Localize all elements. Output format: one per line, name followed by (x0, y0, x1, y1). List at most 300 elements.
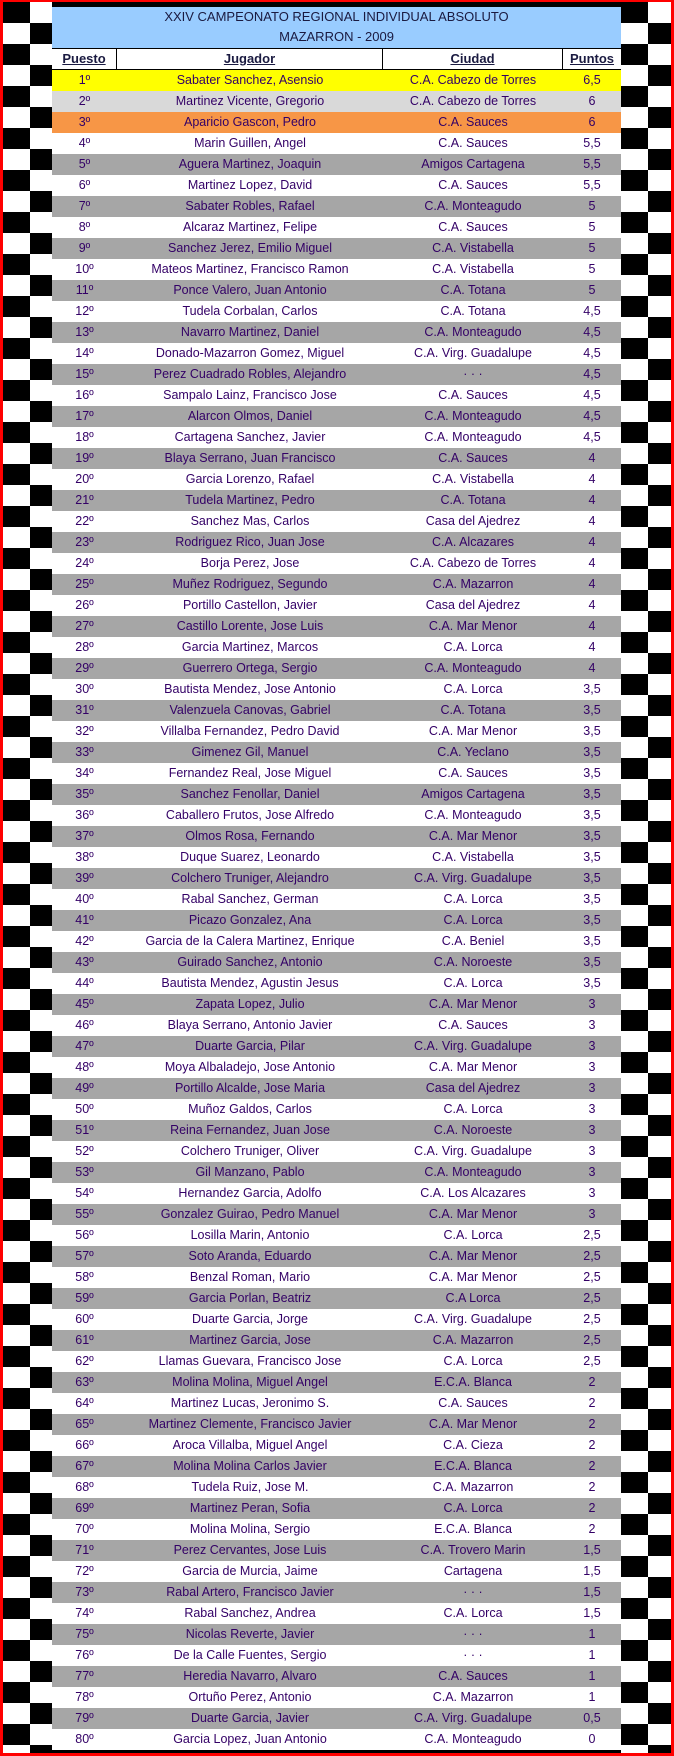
position-cell: 18º (75, 430, 94, 444)
city-cell: C.A. Virg. Guadalupe (414, 1144, 532, 1158)
points-cell: 5,5 (583, 178, 601, 192)
points-cell: 0,5 (583, 1711, 601, 1725)
position-cell: 31º (75, 703, 94, 717)
player-cell: Tudela Ruiz, Jose M. (191, 1480, 309, 1494)
table-row (52, 1645, 621, 1666)
city-cell: C.A. Virg. Guadalupe (414, 1039, 532, 1053)
table-row (52, 595, 621, 616)
points-cell: 5,5 (583, 136, 601, 150)
table-row (52, 1015, 621, 1036)
points-cell: 6 (588, 115, 596, 129)
points-cell: 3,5 (583, 682, 601, 696)
city-cell: E.C.A. Blanca (434, 1459, 512, 1473)
position-cell: 44º (75, 976, 94, 990)
points-cell: 1,5 (583, 1585, 601, 1599)
position-cell: 8º (78, 220, 91, 234)
city-cell: C.A. Alcazares (432, 535, 514, 549)
checkerboard-border-left-inner (30, 2, 52, 1753)
player-cell: Molina Molina, Miguel Angel (172, 1375, 328, 1389)
table-row (52, 1708, 621, 1729)
points-cell: 5,5 (583, 157, 601, 171)
city-cell: C.A. Lorca (443, 1102, 503, 1116)
position-cell: 41º (75, 913, 94, 927)
player-cell: Portillo Alcalde, Jose Maria (174, 1081, 326, 1095)
points-cell: 4 (588, 577, 596, 591)
position-cell: 12º (75, 304, 94, 318)
player-cell: Garcia Lorenzo, Rafael (185, 472, 315, 486)
player-cell: Duque Suarez, Leonardo (180, 850, 320, 864)
table-row (52, 1393, 621, 1414)
points-cell: 4 (588, 619, 596, 633)
position-cell: 74º (75, 1606, 94, 1620)
city-cell: C.A. Totana (440, 283, 506, 297)
points-cell: 3,5 (583, 871, 601, 885)
points-cell: 4 (588, 493, 596, 507)
position-cell: 43º (75, 955, 94, 969)
position-cell: 29º (75, 661, 94, 675)
player-cell: Alcaraz Martinez, Felipe (182, 220, 318, 234)
table-row (52, 805, 621, 826)
position-cell: 45º (75, 997, 94, 1011)
city-cell: C.A. Vistabella (432, 241, 514, 255)
player-cell: Duarte Garcia, Jorge (191, 1312, 309, 1326)
position-cell: 50º (75, 1102, 94, 1116)
player-cell: Heredia Navarro, Alvaro (183, 1669, 317, 1683)
player-cell: Martinez Lucas, Jeronimo S. (170, 1396, 330, 1410)
player-cell: Cartagena Sanchez, Javier (174, 430, 326, 444)
position-cell: 61º (75, 1333, 94, 1347)
points-cell: 3 (588, 1207, 596, 1221)
player-cell: Ortuño Perez, Antonio (188, 1690, 312, 1704)
table-row (52, 1666, 621, 1687)
table-row (52, 952, 621, 973)
city-cell: C.A. Lorca (443, 640, 503, 654)
position-cell: 68º (75, 1480, 94, 1494)
city-cell: C.A Lorca (445, 1291, 501, 1305)
table-row (52, 1372, 621, 1393)
city-cell: C.A. Monteagudo (424, 409, 522, 423)
points-cell: 4 (588, 472, 596, 486)
table-row (52, 343, 621, 364)
player-cell: Blaya Serrano, Juan Francisco (164, 451, 336, 465)
player-cell: Rabal Sanchez, Andrea (184, 1606, 316, 1620)
player-cell: De la Calle Fuentes, Sergio (173, 1648, 327, 1662)
table-title (52, 7, 621, 49)
position-cell: 14º (75, 346, 94, 360)
points-cell: 5 (588, 283, 596, 297)
city-cell: C.A. Lorca (443, 1501, 503, 1515)
table-row (52, 1687, 621, 1708)
points-cell: 3 (588, 1186, 596, 1200)
table-row (52, 1498, 621, 1519)
player-cell: Olmos Rosa, Fernando (185, 829, 315, 843)
table-row (52, 1729, 621, 1750)
city-cell: C.A. Cabezo de Torres (409, 556, 537, 570)
position-cell: 35º (75, 787, 94, 801)
position-cell: 52º (75, 1144, 94, 1158)
player-cell: Valenzuela Canovas, Gabriel (169, 703, 331, 717)
city-cell: C.A. Mar Menor (428, 1207, 518, 1221)
city-cell: C.A. Monteagudo (424, 1732, 522, 1746)
points-cell: 4,5 (583, 325, 601, 339)
table-row (52, 364, 621, 385)
position-cell: 71º (75, 1543, 94, 1557)
table-row (52, 784, 621, 805)
points-cell: 0 (588, 1732, 596, 1746)
position-cell: 17º (75, 409, 94, 423)
table-row (52, 133, 621, 154)
points-cell: 4,5 (583, 304, 601, 318)
position-cell: 51º (75, 1123, 94, 1137)
position-cell: 46º (75, 1018, 94, 1032)
points-cell: 2,5 (583, 1291, 601, 1305)
position-cell: 78º (75, 1690, 94, 1704)
player-cell: Tudela Corbalan, Carlos (182, 304, 318, 318)
player-cell: Garcia de Murcia, Jaime (182, 1564, 318, 1578)
points-cell: 5 (588, 220, 596, 234)
player-cell: Sanchez Mas, Carlos (190, 514, 310, 528)
position-cell: 65º (75, 1417, 94, 1431)
player-cell: Aguera Martinez, Joaquin (178, 157, 322, 171)
position-cell: 69º (75, 1501, 94, 1515)
city-cell: Casa del Ajedrez (425, 1081, 521, 1095)
city-cell: C.A. Mazarron (432, 1690, 514, 1704)
player-cell: Gil Manzano, Pablo (195, 1165, 305, 1179)
position-cell: 40º (75, 892, 94, 906)
city-cell: C.A. Vistabella (432, 472, 514, 486)
table-row (52, 1561, 621, 1582)
position-cell: 67º (75, 1459, 94, 1473)
table-row (52, 1603, 621, 1624)
points-cell: 2 (588, 1375, 596, 1389)
table-row (52, 1204, 621, 1225)
table-row (52, 1288, 621, 1309)
city-cell: C.A. Virg. Guadalupe (414, 871, 532, 885)
points-cell: 3,5 (583, 934, 601, 948)
city-cell: C.A. Monteagudo (424, 808, 522, 822)
player-cell: Soto Aranda, Eduardo (188, 1249, 312, 1263)
table-row (52, 301, 621, 322)
points-cell: 2 (588, 1396, 596, 1410)
player-cell: Castillo Lorente, Jose Luis (176, 619, 324, 633)
position-cell: 24º (75, 556, 94, 570)
table-row (52, 1120, 621, 1141)
points-cell: 1 (588, 1669, 596, 1683)
points-cell: 3,5 (583, 850, 601, 864)
city-cell: E.C.A. Blanca (434, 1522, 512, 1536)
city-cell: C.A. Mar Menor (428, 997, 518, 1011)
city-cell: · · · (463, 367, 483, 381)
player-cell: Borja Perez, Jose (200, 556, 300, 570)
city-cell: C.A. Sauces (438, 451, 508, 465)
table-row (52, 1435, 621, 1456)
player-cell: Portillo Castellon, Javier (182, 598, 318, 612)
position-cell: 58º (75, 1270, 94, 1284)
player-cell: Marin Guillen, Angel (194, 136, 306, 150)
city-cell: C.A. Sauces (438, 1396, 508, 1410)
points-cell: 1,5 (583, 1564, 601, 1578)
points-cell: 2 (588, 1501, 596, 1515)
city-cell: C.A. Totana (440, 304, 506, 318)
header-position: Puesto (52, 49, 117, 69)
player-cell: Garcia Porlan, Beatriz (188, 1291, 312, 1305)
city-cell: C.A. Lorca (443, 682, 503, 696)
points-cell: 3,5 (583, 787, 601, 801)
points-cell: 4 (588, 535, 596, 549)
player-cell: Martinez Lopez, David (187, 178, 313, 192)
position-cell: 57º (75, 1249, 94, 1263)
player-cell: Garcia Martinez, Marcos (181, 640, 319, 654)
points-cell: 5 (588, 199, 596, 213)
city-cell: C.A. Monteagudo (424, 1165, 522, 1179)
city-cell: · · · (463, 1648, 483, 1662)
position-cell: 23º (75, 535, 94, 549)
title-line-1: XXIV CAMPEONATO REGIONAL INDIVIDUAL ABSOLUTO (164, 9, 509, 24)
position-cell: 66º (75, 1438, 94, 1452)
player-cell: Garcia Lopez, Juan Antonio (173, 1732, 327, 1746)
city-cell: C.A. Virg. Guadalupe (414, 346, 532, 360)
city-cell: C.A. Monteagudo (424, 661, 522, 675)
city-cell: C.A. Lorca (443, 1228, 503, 1242)
points-cell: 1 (588, 1648, 596, 1662)
table-row (52, 721, 621, 742)
position-cell: 27º (75, 619, 94, 633)
player-cell: Duarte Garcia, Javier (190, 1711, 310, 1725)
points-cell: 2,5 (583, 1354, 601, 1368)
city-cell: C.A. Monteagudo (424, 430, 522, 444)
position-cell: 32º (75, 724, 94, 738)
city-cell: C.A. Lorca (443, 1354, 503, 1368)
header-points: Puntos (569, 51, 615, 66)
points-cell: 2,5 (583, 1228, 601, 1242)
table-row (52, 1456, 621, 1477)
city-cell: C.A. Lorca (443, 892, 503, 906)
position-cell: 62º (75, 1354, 94, 1368)
player-cell: Molina Molina Carlos Javier (173, 1459, 327, 1473)
position-cell: 59º (75, 1291, 94, 1305)
table-row (52, 280, 621, 301)
player-cell: Hernandez Garcia, Adolfo (178, 1186, 322, 1200)
player-cell: Rabal Sanchez, German (181, 892, 319, 906)
table-row (52, 322, 621, 343)
points-cell: 3 (588, 1123, 596, 1137)
points-cell: 4 (588, 451, 596, 465)
points-cell: 3 (588, 1018, 596, 1032)
table-row (52, 1162, 621, 1183)
city-cell: · · · (463, 1627, 483, 1641)
table-row (52, 427, 621, 448)
position-cell: 6º (78, 178, 91, 192)
position-cell: 72º (75, 1564, 94, 1578)
position-cell: 2º (78, 94, 91, 108)
table-row (52, 994, 621, 1015)
player-cell: Caballero Frutos, Jose Alfredo (165, 808, 335, 822)
city-cell: C.A. Mar Menor (428, 724, 518, 738)
checkerboard-border-right-outer (648, 2, 671, 1753)
position-cell: 10º (75, 262, 94, 276)
table-row (52, 658, 621, 679)
player-cell: Guerrero Ortega, Sergio (182, 661, 318, 675)
player-cell: Perez Cuadrado Robles, Alejandro (153, 367, 347, 381)
table-row (52, 511, 621, 532)
player-cell: Fernandez Real, Jose Miguel (168, 766, 332, 780)
city-cell: C.A. Noroeste (433, 1123, 513, 1137)
city-cell: C.A. Mar Menor (428, 1060, 518, 1074)
city-cell: C.A. Mazarron (432, 1333, 514, 1347)
position-cell: 4º (78, 136, 91, 150)
position-cell: 16º (75, 388, 94, 402)
player-cell: Muñez Rodriguez, Segundo (172, 577, 328, 591)
points-cell: 4 (588, 556, 596, 570)
city-cell: C.A. Sauces (438, 388, 508, 402)
position-cell: 63º (75, 1375, 94, 1389)
city-cell: C.A. Sauces (438, 115, 508, 129)
city-cell: C.A. Cieza (443, 1438, 503, 1452)
position-cell: 28º (75, 640, 94, 654)
position-cell: 30º (75, 682, 94, 696)
position-cell: 5º (78, 157, 91, 171)
checkerboard-border-left-outer (3, 2, 30, 1753)
city-cell: Cartagena (443, 1564, 503, 1578)
points-cell: 1 (588, 1690, 596, 1704)
city-cell: E.C.A. Blanca (434, 1375, 512, 1389)
table-row (52, 679, 621, 700)
city-cell: C.A. Vistabella (432, 850, 514, 864)
points-cell: 1,5 (583, 1606, 601, 1620)
city-cell: C.A. Sauces (438, 1669, 508, 1683)
player-cell: Martinez Clemente, Francisco Javier (148, 1417, 352, 1431)
player-cell: Rabal Artero, Francisco Javier (166, 1585, 334, 1599)
position-cell: 49º (75, 1081, 94, 1095)
city-cell: C.A. Lorca (443, 1606, 503, 1620)
points-cell: 2,5 (583, 1333, 601, 1347)
position-cell: 34º (75, 766, 94, 780)
points-cell: 2,5 (583, 1312, 601, 1326)
table-row (52, 616, 621, 637)
position-cell: 53º (75, 1165, 94, 1179)
position-cell: 21º (75, 493, 94, 507)
city-cell: Amigos Cartagena (421, 787, 525, 801)
points-cell: 3,5 (583, 808, 601, 822)
city-cell: C.A. Monteagudo (424, 199, 522, 213)
position-cell: 25º (75, 577, 94, 591)
position-cell: 73º (75, 1585, 94, 1599)
position-cell: 48º (75, 1060, 94, 1074)
player-cell: Sabater Sanchez, Asensio (176, 73, 324, 87)
points-cell: 4,5 (583, 388, 601, 402)
city-cell: C.A. Virg. Guadalupe (414, 1711, 532, 1725)
position-cell: 37º (75, 829, 94, 843)
table-row (52, 1267, 621, 1288)
points-cell: 3 (588, 1165, 596, 1179)
table-row (52, 196, 621, 217)
points-cell: 1 (588, 1627, 596, 1641)
table-row (52, 973, 621, 994)
player-cell: Sabater Robles, Rafael (185, 199, 315, 213)
table-row (52, 637, 621, 658)
table-row (52, 1057, 621, 1078)
position-cell: 47º (75, 1039, 94, 1053)
position-cell: 39º (75, 871, 94, 885)
table-row (52, 70, 621, 91)
header-player: Jugador (117, 49, 383, 69)
table-row (52, 385, 621, 406)
points-cell: 4,5 (583, 409, 601, 423)
position-cell: 64º (75, 1396, 94, 1410)
points-cell: 2,5 (583, 1270, 601, 1284)
points-cell: 2 (588, 1480, 596, 1494)
checkerboard-border-right-inner (621, 2, 648, 1753)
city-cell: C.A. Cabezo de Torres (409, 73, 537, 87)
points-cell: 3 (588, 1081, 596, 1095)
table-row (52, 406, 621, 427)
table-row (52, 931, 621, 952)
table-row (52, 217, 621, 238)
points-cell: 3,5 (583, 913, 601, 927)
title-line-2: MAZARRON - 2009 (279, 29, 394, 44)
player-cell: Tudela Martinez, Pedro (185, 493, 315, 507)
position-cell: 19º (75, 451, 94, 465)
table-row (52, 112, 621, 133)
player-cell: Sampalo Lainz, Francisco Jose (163, 388, 337, 402)
player-cell: Guirado Sanchez, Antonio (177, 955, 323, 969)
player-cell: Gimenez Gil, Manuel (191, 745, 309, 759)
player-cell: Perez Cervantes, Jose Luis (173, 1543, 327, 1557)
player-cell: Reina Fernandez, Juan Jose (170, 1123, 330, 1137)
table-row (52, 1351, 621, 1372)
player-cell: Gonzalez Guirao, Pedro Manuel (160, 1207, 340, 1221)
table-row (52, 238, 621, 259)
table-row (52, 700, 621, 721)
points-cell: 5 (588, 241, 596, 255)
player-cell: Benzal Roman, Mario (189, 1270, 311, 1284)
player-cell: Blaya Serrano, Antonio Javier (167, 1018, 333, 1032)
player-cell: Villalba Fernandez, Pedro David (160, 724, 340, 738)
table-row (52, 1078, 621, 1099)
position-cell: 79º (75, 1711, 94, 1725)
position-cell: 36º (75, 808, 94, 822)
city-cell: C.A. Beniel (441, 934, 505, 948)
position-cell: 56º (75, 1228, 94, 1242)
table-row (52, 1624, 621, 1645)
points-cell: 3,5 (583, 892, 601, 906)
city-cell: C.A. Totana (440, 703, 506, 717)
city-cell: C.A. Sauces (438, 220, 508, 234)
points-cell: 4,5 (583, 367, 601, 381)
table-row (52, 826, 621, 847)
position-cell: 33º (75, 745, 94, 759)
table-row (52, 1036, 621, 1057)
points-cell: 2 (588, 1459, 596, 1473)
points-cell: 5 (588, 262, 596, 276)
table-body (52, 70, 621, 1750)
points-cell: 1,5 (583, 1543, 601, 1557)
player-cell: Nicolas Reverte, Javier (185, 1627, 315, 1641)
position-cell: 3º (78, 115, 91, 129)
points-cell: 3 (588, 1144, 596, 1158)
position-cell: 77º (75, 1669, 94, 1683)
table-row (52, 490, 621, 511)
points-cell: 3,5 (583, 976, 601, 990)
table-row (52, 742, 621, 763)
city-cell: C.A. Lorca (443, 913, 503, 927)
position-cell: 22º (75, 514, 94, 528)
city-cell: C.A. Lorca (443, 976, 503, 990)
table-row (52, 469, 621, 490)
player-cell: Molina Molina, Sergio (189, 1522, 311, 1536)
points-cell: 3,5 (583, 955, 601, 969)
city-cell: C.A. Mazarron (432, 1480, 514, 1494)
